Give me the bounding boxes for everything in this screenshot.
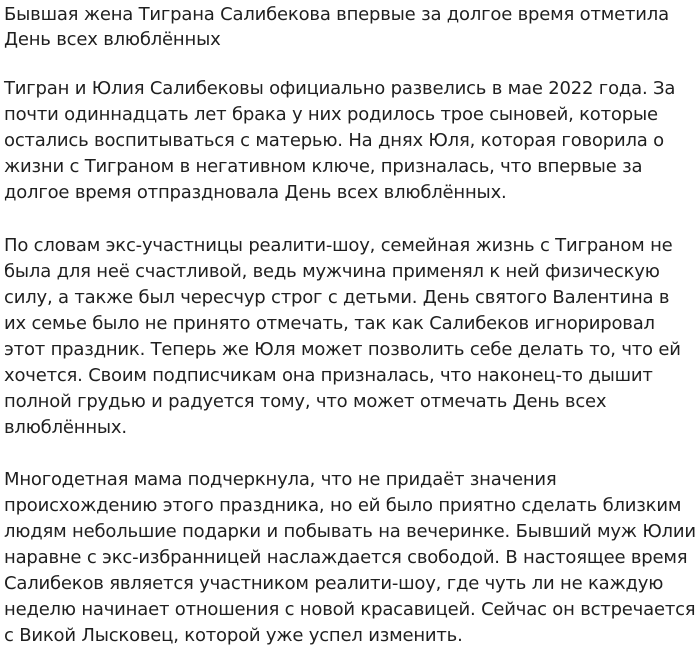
article-title: Бывшая жена Тиграна Салибекова впервые за долгое время отметила День всех влюблённых xyxy=(4,4,669,50)
article-paragraph-2: По словам экс-участницы реалити-шоу, семейная жизнь с Тиграном не была для неё счастливой, ведь мужчина применял к ней физическую силу, а также был чересчур строг с детьми. День святого Валентина в их семье было не принято отмечать, так как Салибеков игнорировал этот праздник. Теперь же Юля может позволить себе делать то, что ей хочется. Своим подписчикам она призналась, что наконец-то дышит полной грудью и радуется тому, что может отмечать День всех влюблённых. xyxy=(4,235,681,438)
article-paragraph-3: Многодетная мама подчеркнула, что не придаёт значения происхождению этого праздника, но ей было приятно сделать близким людям небольшие подарки и побывать на вечеринке. Бывший муж Юлии наравне с экс-избранницей наслаждается свободой. В настоящее время Салибеков является участником реалити-шоу, где чуть ли не каждую неделю начинает отношения с новой красавицей. Сейчас он встречается с Викой Лысковец, которой уже успел изменить. xyxy=(4,469,696,646)
article-paragraph-1: Тигран и Юлия Салибековы официально развелись в мае 2022 года. За почти одиннадцать лет брака у них родилось трое сыновей, которые остались воспитываться с матерью. На днях Юля, которая говорила о жизни с Тиграном в негативном ключе, призналась, что впервые за долгое время отпраздновала День всех влюблённых. xyxy=(4,78,676,203)
